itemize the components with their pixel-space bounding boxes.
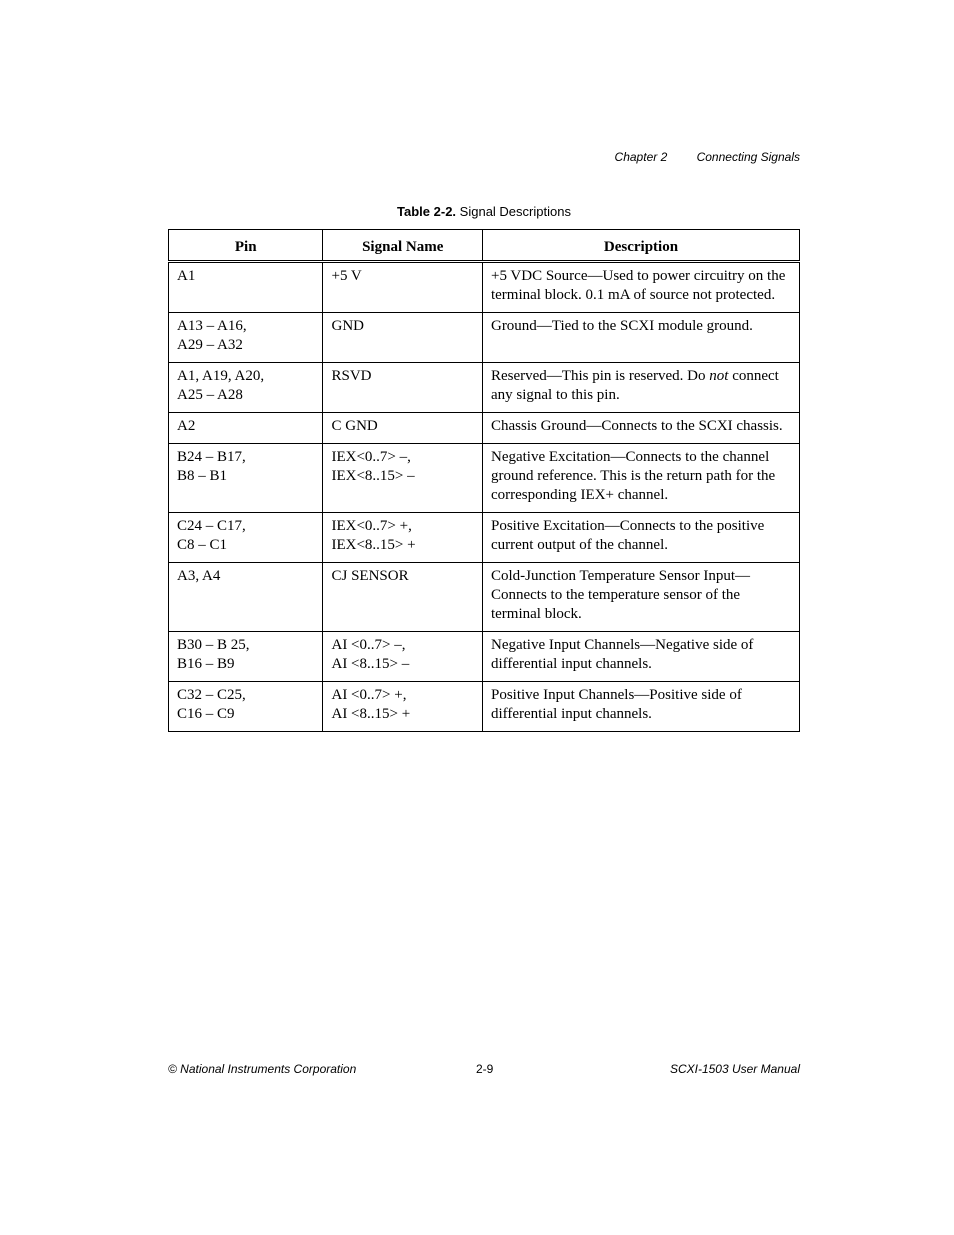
table-row — [169, 563, 800, 632]
table-header-row — [169, 230, 800, 262]
column-header-signal-name: Signal Name — [323, 230, 483, 262]
signal-cell — [323, 513, 483, 563]
signal-text: AI <0..7> –, — [331, 637, 406, 653]
pin-cell — [169, 682, 323, 732]
signal-cell — [323, 632, 483, 682]
description-cell — [482, 682, 799, 732]
table-caption — [168, 204, 800, 219]
table-row — [169, 413, 800, 444]
pin-cell — [169, 444, 323, 513]
pin-cell — [169, 513, 323, 563]
signal-text: C GND — [331, 418, 378, 434]
pin-text: A3, A4 — [177, 568, 221, 584]
description-cell — [482, 363, 799, 413]
signal-text: +5 V — [331, 268, 362, 284]
pin-cell — [169, 563, 323, 632]
table-row — [169, 444, 800, 513]
pin-text: C24 – C17, — [177, 518, 246, 534]
signal-cell — [323, 262, 483, 313]
description-cell — [482, 313, 799, 363]
signal-text: GND — [331, 318, 364, 334]
pin-text: A13 – A16, — [177, 318, 247, 334]
pin-text: A1 — [177, 268, 196, 284]
signal-text: IEX<8..15> + — [331, 537, 416, 553]
footer-page-number: 2-9 — [476, 1062, 494, 1076]
pin-text: C8 – C1 — [177, 537, 228, 553]
description-cell — [482, 413, 799, 444]
pin-text: A25 – A28 — [177, 387, 243, 403]
description-text: Negative Input Channels—Negative side of differential input channels. — [490, 637, 754, 672]
signal-cell — [323, 444, 483, 513]
description-text: Ground—Tied to the SCXI module ground. — [490, 318, 753, 334]
description-cell — [482, 444, 799, 513]
table-row — [169, 513, 800, 563]
column-header-pin: Pin — [169, 230, 323, 262]
page-header — [615, 150, 800, 164]
pin-text: B24 – B17, — [177, 449, 246, 465]
header-chapter: Chapter 2 — [614, 150, 668, 164]
table-row — [169, 632, 800, 682]
table-caption-title: Signal Descriptions — [459, 204, 571, 219]
footer-manual-title: SCXI-1503 User Manual — [669, 1062, 800, 1076]
pin-cell — [169, 262, 323, 313]
description-text: Chassis Ground—Connects to the SCXI chassis. — [490, 418, 783, 434]
description-text: Reserved—This pin is reserved. Do — [490, 368, 710, 384]
pin-text: C16 – C9 — [177, 706, 235, 722]
pin-text: B8 – B1 — [177, 468, 228, 484]
signal-cell — [323, 363, 483, 413]
signal-cell — [323, 313, 483, 363]
description-text: connect any signal to this pin. — [490, 368, 779, 403]
description-text: Cold-Junction Temperature Sensor Input—Connects to the temperature sensor of the terminal block. — [490, 568, 751, 622]
description-cell — [482, 262, 799, 313]
pin-text: A2 — [177, 418, 196, 434]
description-cell — [482, 513, 799, 563]
signal-text: IEX<8..15> – — [331, 468, 415, 484]
column-header-description: Description — [482, 230, 799, 262]
signal-text: CJ SENSOR — [331, 568, 409, 584]
signal-descriptions-table — [168, 229, 800, 732]
description-cell — [482, 563, 799, 632]
signal-text: RSVD — [331, 368, 372, 384]
signal-cell — [323, 413, 483, 444]
pin-cell — [169, 313, 323, 363]
pin-text: A29 – A32 — [177, 337, 243, 353]
signal-text: IEX<0..7> –, — [331, 449, 411, 465]
table-caption-label: Table 2-2. — [397, 204, 457, 219]
table-row — [169, 363, 800, 413]
pin-cell — [169, 413, 323, 444]
table-row — [169, 313, 800, 363]
signal-cell — [323, 682, 483, 732]
description-text: Negative Excitation—Connects to the channel ground reference. This is the return path for the corresponding IEX+ channel. — [490, 449, 776, 503]
pin-cell — [169, 632, 323, 682]
signal-cell — [323, 563, 483, 632]
signal-text: AI <8..15> – — [331, 656, 410, 672]
signal-text: AI <8..15> + — [331, 706, 411, 722]
description-cell — [482, 632, 799, 682]
signal-text: AI <0..7> +, — [331, 687, 407, 703]
description-text: Positive Excitation—Connects to the positive current output of the channel. — [490, 518, 765, 553]
table-row — [169, 682, 800, 732]
footer-copyright: © National Instruments Corporation — [168, 1062, 357, 1076]
description-emphasis: not — [709, 368, 729, 384]
table-row — [169, 262, 800, 313]
signal-text: IEX<0..7> +, — [331, 518, 412, 534]
pin-cell — [169, 363, 323, 413]
description-text: +5 VDC Source—Used to power circuitry on the terminal block. 0.1 mA of source not protected. — [490, 268, 786, 303]
pin-text: C32 – C25, — [177, 687, 246, 703]
pin-text: B30 – B 25, — [177, 637, 250, 653]
pin-text: B16 – B9 — [177, 656, 235, 672]
pin-text: A1, A19, A20, — [177, 368, 265, 384]
header-section: Connecting Signals — [696, 150, 800, 164]
description-text: Positive Input Channels—Positive side of differential input channels. — [490, 687, 742, 722]
